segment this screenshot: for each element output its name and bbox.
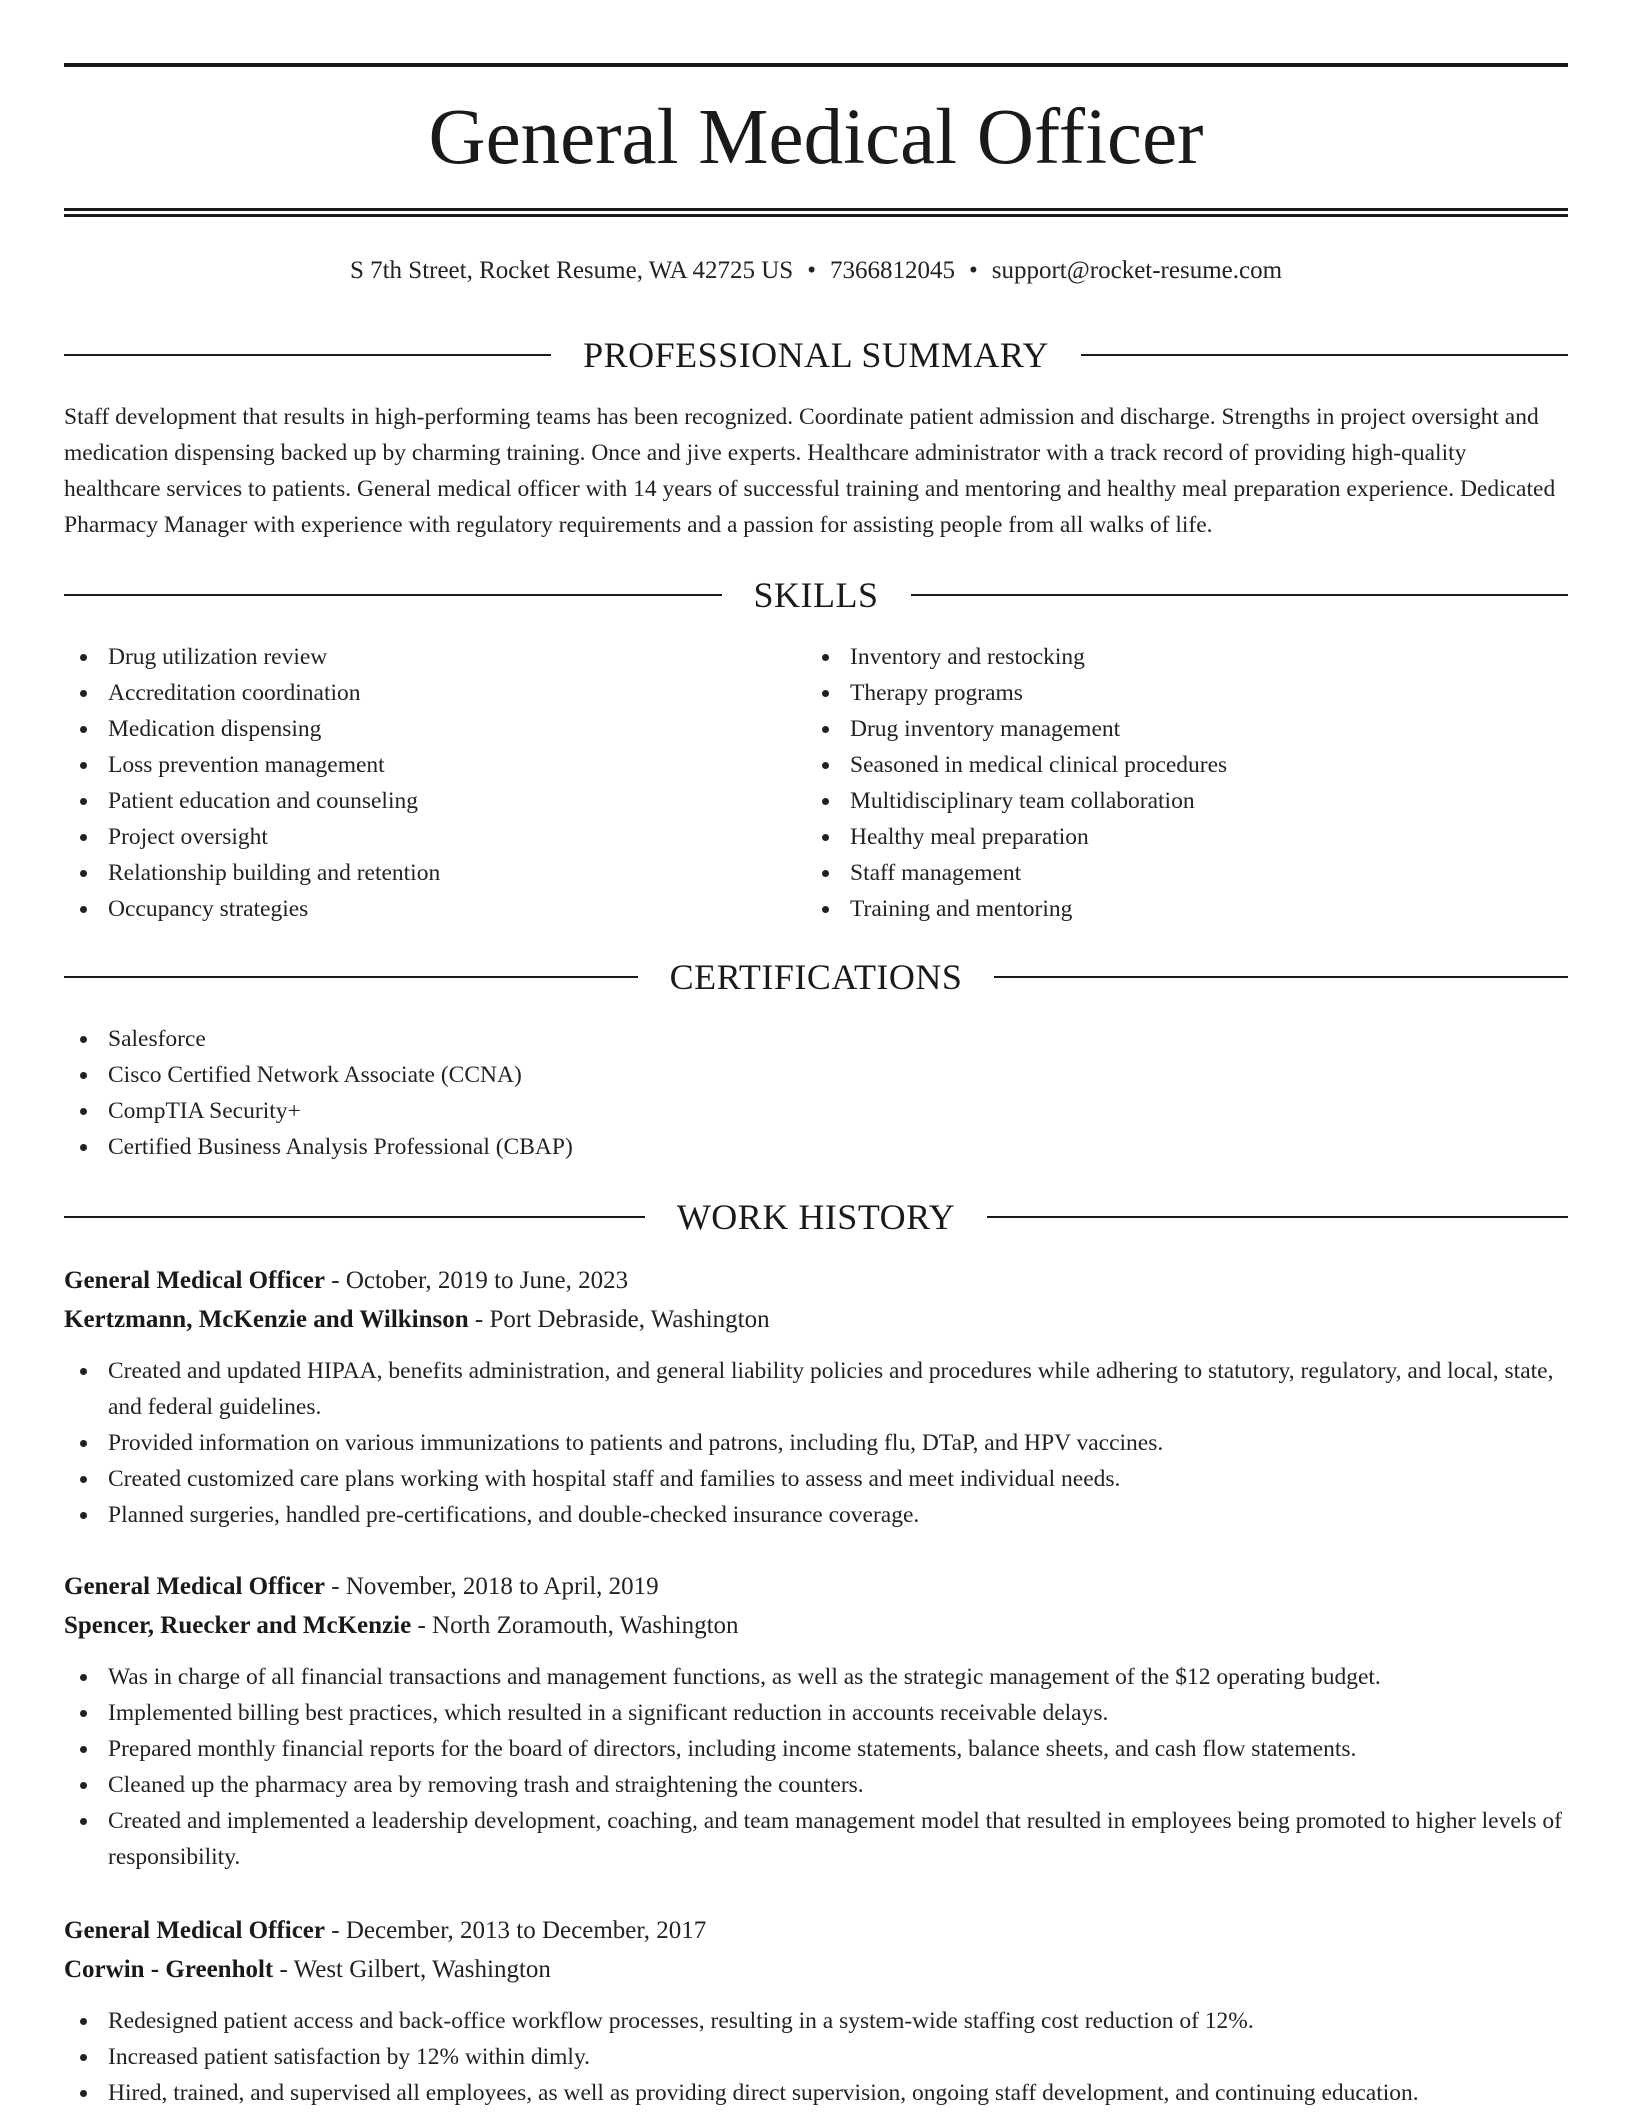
skill-item: Relationship building and retention bbox=[64, 855, 804, 891]
resume-name: General Medical Officer bbox=[428, 94, 1204, 181]
job-title: General Medical Officer bbox=[64, 1573, 325, 1600]
job-location: West Gilbert, Washington bbox=[293, 1956, 551, 1983]
job-bullet: Implemented billing best practices, which resulted in a significant reduction in accounts receivable delays. bbox=[64, 1695, 1568, 1731]
section-header-certifications bbox=[64, 953, 1568, 1001]
section-rule bbox=[987, 1216, 1568, 1218]
skill-item: Seasoned in medical clinical procedures bbox=[806, 747, 1568, 783]
section-rule bbox=[994, 976, 1568, 978]
certification-item: Certified Business Analysis Professional (CBAP) bbox=[64, 1129, 1568, 1165]
skills-list-right bbox=[806, 639, 1568, 927]
skill-item: Occupancy strategies bbox=[64, 891, 804, 927]
job-bullet: Prepared monthly financial reports for the board of directors, including income statements, balance sheets, and cash flow statements. bbox=[64, 1731, 1568, 1767]
skill-item: Accreditation coordination bbox=[64, 675, 804, 711]
contact-address: S 7th Street, Rocket Resume, WA 42725 US bbox=[349, 257, 794, 284]
job-bullet: Redesigned patient access and back-office workflow processes, resulting in a system-wide staffing cost reduction of 12%. bbox=[64, 2003, 1568, 2039]
skill-item: Loss prevention management bbox=[64, 747, 804, 783]
skills-list-left bbox=[64, 639, 804, 927]
section-rule bbox=[64, 1216, 645, 1218]
section-title-skills: SKILLS bbox=[753, 575, 879, 615]
skill-item: Staff management bbox=[806, 855, 1568, 891]
header-top-rule bbox=[64, 63, 1568, 67]
job-bullet: Created customized care plans working with hospital staff and families to assess and meet individual needs. bbox=[64, 1461, 1568, 1497]
job-company-row: Kertzmann, McKenzie and Wilkinson - Port Debraside, Washington bbox=[64, 1306, 770, 1333]
contact-phone: 7366812045 bbox=[829, 257, 955, 284]
skill-item: Medication dispensing bbox=[64, 711, 804, 747]
job-location: North Zoramouth, Washington bbox=[432, 1612, 739, 1639]
skill-item: Multidisciplinary team collaboration bbox=[806, 783, 1568, 819]
section-rule bbox=[911, 594, 1569, 596]
section-title-certifications: CERTIFICATIONS bbox=[669, 957, 963, 997]
job-company: Spencer, Ruecker and McKenzie bbox=[64, 1612, 412, 1639]
section-rule bbox=[64, 594, 722, 596]
job-title-row: General Medical Officer - October, 2019 to June, 2023 bbox=[64, 1267, 629, 1294]
job-bullet: Created and implemented a leadership development, coaching, and team management model that resulted in employees being promoted to higher levels of responsibility. bbox=[64, 1803, 1568, 1875]
job-entry bbox=[64, 1911, 1568, 2111]
section-header-summary bbox=[64, 331, 1568, 379]
job-company: Kertzmann, McKenzie and Wilkinson bbox=[64, 1306, 469, 1333]
section-title-work-history: WORK HISTORY bbox=[676, 1197, 956, 1237]
job-title: General Medical Officer bbox=[64, 1267, 325, 1294]
job-company: Corwin - Greenholt bbox=[64, 1956, 274, 1983]
job-title-row: General Medical Officer - December, 2013 to December, 2017 bbox=[64, 1917, 707, 1944]
job-bullet: Created and updated HIPAA, benefits administration, and general liability policies and procedures while adhering to statutory, regulatory, and local, state, and federal guidelines. bbox=[64, 1353, 1568, 1425]
job-dates: October, 2019 to June, 2023 bbox=[345, 1267, 629, 1294]
job-location: Port Debraside, Washington bbox=[489, 1306, 770, 1333]
section-title-summary: PROFESSIONAL SUMMARY bbox=[583, 335, 1049, 375]
skill-item: Project oversight bbox=[64, 819, 804, 855]
job-title: General Medical Officer bbox=[64, 1917, 325, 1944]
header-double-rule bbox=[64, 208, 1568, 217]
job-bullet: Cleaned up the pharmacy area by removing trash and straightening the counters. bbox=[64, 1767, 1568, 1803]
job-company-row: Corwin - Greenholt - West Gilbert, Washington bbox=[64, 1956, 551, 1983]
skill-item: Drug inventory management bbox=[806, 711, 1568, 747]
section-header-skills bbox=[64, 571, 1568, 619]
contact-separator: • bbox=[807, 257, 816, 284]
contact-line bbox=[64, 253, 1568, 289]
skill-item: Healthy meal preparation bbox=[806, 819, 1568, 855]
skill-item: Training and mentoring bbox=[806, 891, 1568, 927]
certifications-list bbox=[64, 1021, 1568, 1165]
job-bullets bbox=[64, 2003, 1568, 2111]
certification-item: Salesforce bbox=[64, 1021, 1568, 1057]
job-bullet: Provided information on various immunizations to patients and patrons, including flu, DTaP, and HPV vaccines. bbox=[64, 1425, 1568, 1461]
job-dates: December, 2013 to December, 2017 bbox=[345, 1917, 707, 1944]
job-bullet: Hired, trained, and supervised all employees, as well as providing direct supervision, ongoing staff development, and continuing education. bbox=[64, 2075, 1568, 2111]
section-header-work-history bbox=[64, 1193, 1568, 1241]
skill-item: Patient education and counseling bbox=[64, 783, 804, 819]
certification-item: CompTIA Security+ bbox=[64, 1093, 1568, 1129]
skill-item: Therapy programs bbox=[806, 675, 1568, 711]
summary-text: Staff development that results in high-performing teams has been recognized. Coordinate patient admission and discharge. Strengths in project oversight and medication dispensing backed up by charming training. Once and jive experts. Healthcare administrator with a track record of providing high-quality healthcare services to patients. General medical officer with 14 years of successful training and mentoring and healthy meal preparation experience. Dedicated Pharmacy Manager with experience with regulatory requirements and a passion for assisting people from all walks of life. bbox=[64, 404, 1556, 538]
job-entry bbox=[64, 1261, 1568, 1533]
contact-separator: • bbox=[968, 257, 978, 284]
job-bullet: Increased patient satisfaction by 12% within dimly. bbox=[64, 2039, 1568, 2075]
skill-item: Inventory and restocking bbox=[806, 639, 1568, 675]
skill-item: Drug utilization review bbox=[64, 639, 804, 675]
job-title-row: General Medical Officer - November, 2018 to April, 2019 bbox=[64, 1573, 659, 1600]
section-rule bbox=[64, 976, 638, 978]
job-bullet: Was in charge of all financial transactions and management functions, as well as the strategic management of the $12 operating budget. bbox=[64, 1659, 1568, 1695]
job-entry bbox=[64, 1567, 1568, 1875]
section-rule bbox=[1081, 354, 1568, 356]
job-dates: November, 2018 to April, 2019 bbox=[345, 1573, 659, 1600]
job-bullets bbox=[64, 1353, 1568, 1533]
job-company-row: Spencer, Ruecker and McKenzie - North Zoramouth, Washington bbox=[64, 1612, 739, 1639]
job-bullets bbox=[64, 1659, 1568, 1875]
section-rule bbox=[64, 354, 551, 356]
job-bullet: Planned surgeries, handled pre-certifications, and double-checked insurance coverage. bbox=[64, 1497, 1568, 1533]
certification-item: Cisco Certified Network Associate (CCNA) bbox=[64, 1057, 1568, 1093]
contact-email: support@rocket-resume.com bbox=[991, 257, 1283, 284]
